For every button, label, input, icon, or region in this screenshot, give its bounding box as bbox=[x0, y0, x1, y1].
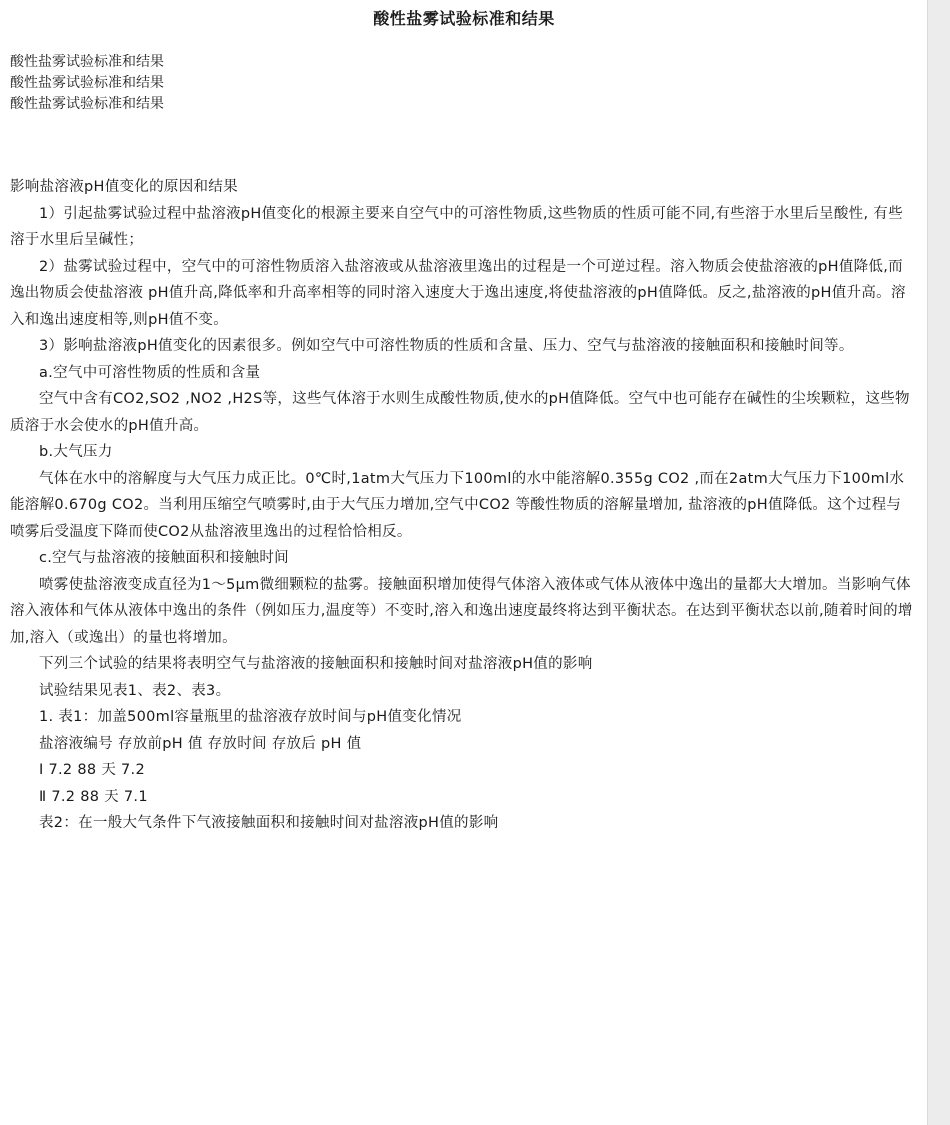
paragraph-2: 2）盐雾试验过程中，空气中的可溶性物质溶入盐溶液或从盐溶液里逸出的过程是一个可逆过程。溶入物质会使盐溶液的pH值降低,而逸出物质会使盐溶液 pH值升高,降低率和升高率相等的同时溶入速度大于逸出速度,将使盐溶液的pH值降低。反之,盐溶液的pH值升高。溶入和逸出速度相等,则pH值不变。 bbox=[10, 258, 906, 328]
table1-header: 盐溶液编号 存放前pH 值 存放时间 存放后 pH 值 bbox=[39, 735, 362, 752]
results-intro: 下列三个试验的结果将表明空气与盐溶液的接触面积和接触时间对盐溶液pH值的影响 bbox=[39, 656, 593, 672]
paragraph-3: 3）影响盐溶液pH值变化的因素很多。例如空气中可溶性物质的性质和含量、压力、空气与盐溶液的接触面积和接触时间等。 bbox=[39, 338, 854, 354]
results-reference: 试验结果见表1、表2、表3。 bbox=[39, 682, 231, 699]
repeated-title-line: 酸性盐雾试验标准和结果 bbox=[10, 75, 164, 91]
article-body bbox=[10, 174, 915, 837]
repeated-title-line: 酸性盐雾试验标准和结果 bbox=[10, 54, 164, 70]
table1-row: Ⅰ 7.2 88 天 7.2 bbox=[39, 762, 145, 778]
repeated-title-lines bbox=[10, 52, 164, 115]
paragraph-c: 喷雾使盐溶液变成直径为1～5μm微细颗粒的盐雾。接触面积增加使得气体溶入液体或气体从液体中逸出的量都大大增加。当影响气体溶入液体和气体从液体中逸出的条件（例如压力,温度等）不变时,溶入和逸出速度最终将达到平衡状态。在达到平衡状态以前,随着时间的增加,溶入（或逸出）的量也将增加。 bbox=[10, 576, 913, 646]
table2-caption: 表2：在一般大气条件下气液接触面积和接触时间对盐溶液pH值的影响 bbox=[39, 815, 499, 831]
subheading-c: c.空气与盐溶液的接触面积和接触时间 bbox=[39, 550, 289, 566]
vertical-scrollbar[interactable] bbox=[927, 0, 950, 1125]
page-title: 酸性盐雾试验标准和结果 bbox=[373, 9, 555, 28]
subheading-b: b.大气压力 bbox=[39, 444, 113, 460]
repeated-title-line: 酸性盐雾试验标准和结果 bbox=[10, 96, 164, 112]
paragraph-a: 空气中含有CO2,SO2 ,NO2 ,H2S等，这些气体溶于水则生成酸性物质,使水的pH值降低。空气中也可能存在碱性的尘埃颗粒，这些物质溶于水会使水的pH值升高。 bbox=[10, 391, 910, 434]
table1-caption: 1. 表1：加盖500ml容量瓶里的盐溶液存放时间与pH值变化情况 bbox=[39, 709, 462, 725]
section-heading: 影响盐溶液pH值变化的原因和结果 bbox=[10, 179, 238, 195]
paragraph-b: 气体在水中的溶解度与大气压力成正比。0℃时,1atm大气压力下100ml的水中能溶解0.355g CO2 ,而在2atm大气压力下100ml水能溶解0.670g CO2。当利用压缩空气喷雾时,由于大气压力增加,空气中CO2 等酸性物质的溶解量增加, 盐溶液的pH值降低。这个过程与喷雾后受温度下降而使CO2从盐溶液里逸出的过程恰恰相反。 bbox=[10, 470, 905, 540]
subheading-a: a.空气中可溶性物质的性质和含量 bbox=[39, 364, 261, 381]
paragraph-1: 1）引起盐雾试验过程中盐溶液pH值变化的根源主要来自空气中的可溶性物质,这些物质的性质可能不同,有些溶于水里后呈酸性, 有些溶于水里后呈碱性； bbox=[10, 205, 903, 248]
table1-row: Ⅱ 7.2 88 天 7.1 bbox=[39, 788, 148, 805]
